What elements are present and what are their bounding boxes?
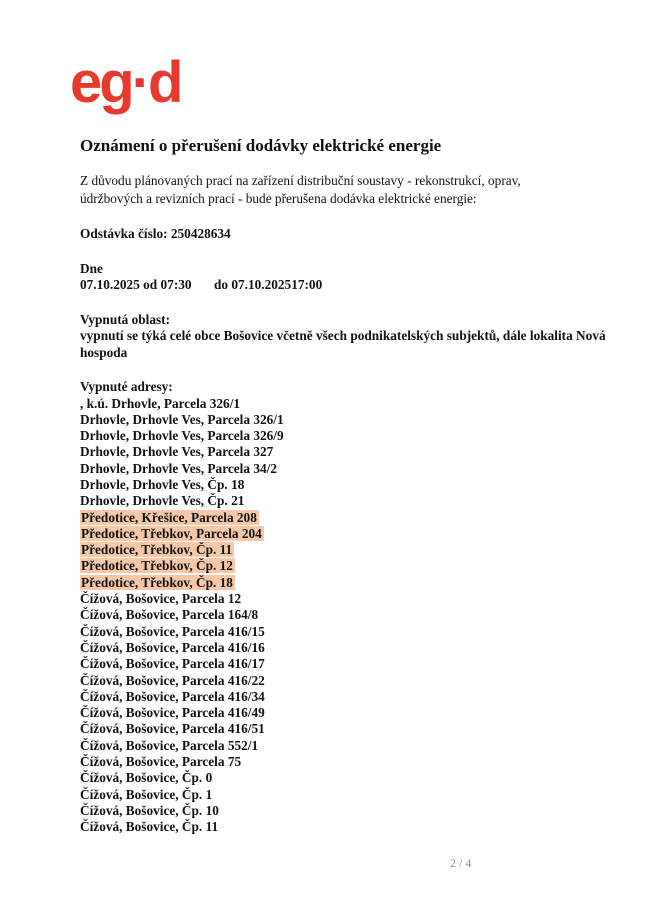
address-item [80, 493, 640, 509]
address-text-highlighted: Předotice, Třebkov, Čp. 18 [81, 574, 233, 590]
address-text: Čížová, Bošovice, Parcela 416/51 [80, 721, 265, 737]
address-text: Čížová, Bošovice, Čp. 10 [80, 802, 219, 818]
address-item [80, 770, 640, 786]
address-text-highlighted: Předotice, Třebkov, Parcela 204 [81, 525, 262, 541]
address-text: Čížová, Bošovice, Čp. 0 [80, 770, 213, 786]
address-text: Čížová, Bošovice, Parcela 416/49 [80, 705, 265, 721]
addresses-section [80, 379, 640, 836]
address-text: Čížová, Bošovice, Parcela 12 [80, 591, 242, 607]
document-body [80, 134, 640, 836]
address-item [80, 428, 640, 444]
outage-number: Odstávka číslo: 250428634 [80, 226, 231, 241]
address-item [80, 461, 640, 477]
page-indicator: 2 / 4 [450, 856, 472, 870]
address-text: , k.ú. Drhovle, Parcela 326/1 [80, 395, 241, 411]
document-title: Oznámení o přerušení dodávky elektrické energie [80, 136, 442, 155]
address-text: Drhovle, Drhovle Ves, Parcela 34/2 [80, 460, 277, 476]
address-text: Čížová, Bošovice, Parcela 164/8 [80, 607, 259, 623]
date-range [80, 277, 640, 294]
address-item [80, 510, 640, 526]
addresses-label: Vypnuté adresy: [80, 379, 173, 394]
address-item [80, 787, 640, 803]
address-text: Čížová, Bošovice, Parcela 416/15 [80, 623, 265, 639]
address-text: Drhovle, Drhovle Ves, Čp. 21 [80, 493, 245, 509]
address-text-highlighted: Předotice, Křešice, Parcela 208 [81, 509, 257, 525]
address-text: Čížová, Bošovice, Čp. 11 [80, 819, 219, 835]
date-section [80, 261, 640, 294]
address-text: Čížová, Bošovice, Parcela 416/22 [80, 672, 265, 688]
address-text: Čížová, Bošovice, Parcela 75 [80, 754, 242, 770]
address-text: Čížová, Bošovice, Čp. 1 [80, 786, 213, 802]
address-text: Čížová, Bošovice, Parcela 552/1 [80, 737, 259, 753]
address-item [80, 803, 640, 819]
egd-logo [70, 50, 194, 116]
intro-line-1: Z důvodu plánovaných prací na zařízení distribuční soustavy - rekonstrukcí, oprav, [80, 173, 521, 188]
address-item [80, 656, 640, 672]
address-item [80, 526, 640, 542]
address-item [80, 673, 640, 689]
address-item [80, 575, 640, 591]
address-text: Drhovle, Drhovle Ves, Parcela 326/9 [80, 428, 284, 444]
address-item [80, 591, 640, 607]
date-to: do 07.10.202517:00 [214, 277, 323, 292]
address-text: Drhovle, Drhovle Ves, Čp. 18 [80, 476, 245, 492]
intro-line-2: údržbových a revizních prací - bude přerušena dodávka elektrické energie: [80, 191, 477, 206]
address-text: Čížová, Bošovice, Parcela 416/16 [80, 639, 265, 655]
address-item [80, 477, 640, 493]
address-item [80, 444, 640, 460]
address-text: Čížová, Bošovice, Parcela 416/17 [80, 656, 265, 672]
egd-logo-text: eg·d [70, 50, 181, 115]
address-item [80, 640, 640, 656]
address-item [80, 624, 640, 640]
address-text: Drhovle, Drhovle Ves, Parcela 327 [80, 444, 274, 460]
area-text: vypnutí se týká celé obce Bošovice včetně všech podnikatelských subjektů, dále lokalita Nová hospoda [80, 328, 606, 360]
address-item [80, 542, 640, 558]
address-item [80, 754, 640, 770]
area-label: Vypnutá oblast: [80, 311, 171, 327]
address-item [80, 705, 640, 721]
address-text-highlighted: Předotice, Třebkov, Čp. 11 [81, 542, 233, 558]
address-item [80, 396, 640, 412]
address-list [80, 396, 640, 836]
intro-paragraph [80, 172, 640, 208]
address-item [80, 738, 640, 754]
address-item [80, 412, 640, 428]
day-label: Dne [80, 260, 103, 276]
address-text: Čížová, Bošovice, Parcela 416/34 [80, 688, 265, 704]
address-item [80, 607, 640, 623]
date-from: 07.10.2025 od 07:30 [80, 277, 192, 292]
address-item [80, 721, 640, 737]
address-item [80, 689, 640, 705]
area-section [80, 312, 640, 362]
address-text-highlighted: Předotice, Třebkov, Čp. 12 [81, 558, 233, 574]
address-item [80, 558, 640, 574]
address-item [80, 819, 640, 835]
address-text: Drhovle, Drhovle Ves, Parcela 326/1 [80, 411, 284, 427]
